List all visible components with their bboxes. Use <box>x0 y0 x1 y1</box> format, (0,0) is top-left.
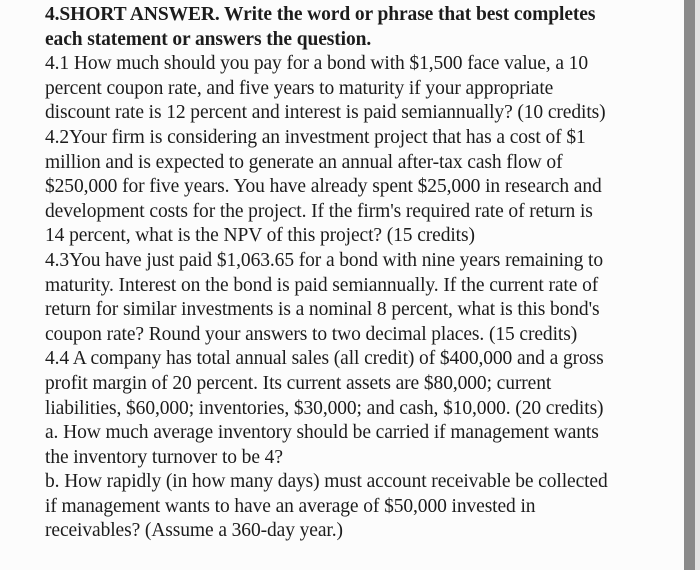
question-4-4-line: profit margin of 20 percent. Its current assets are $80,000; current <box>45 372 552 394</box>
question-4-4a-line: the inventory turnover to be 4? <box>45 446 283 468</box>
question-4-2-line: development costs for the project. If the firm's required rate of return is <box>45 200 593 222</box>
question-4-3-line: coupon rate? Round your answers to two decimal places. (15 credits) <box>45 323 578 345</box>
question-4-2-line: 4.2Your firm is considering an investment project that has a cost of $1 <box>45 126 586 148</box>
question-4-2-line: $250,000 for five years. You have already spent $25,000 in research and <box>45 176 602 198</box>
question-4-4b-line: if management wants to have an average of $50,000 invested in <box>45 495 536 517</box>
question-4-2-line: million and is expected to generate an annual after-tax cash flow of <box>45 151 563 173</box>
question-4-4-line: 4.4 A company has total annual sales (all credit) of $400,000 and a gross <box>45 348 604 370</box>
page-edge-strip <box>684 0 695 570</box>
question-4-4a-line: a. How much average inventory should be carried if management wants <box>45 422 599 444</box>
heading-line: 4.SHORT ANSWER. Write the word or phrase that best completes <box>45 4 596 25</box>
question-4-1-line: percent coupon rate, and five years to maturity if your appropriate <box>45 77 554 99</box>
question-4-3-line: return for similar investments is a nominal 8 percent, what is this bond's <box>45 299 600 321</box>
page-edge-strip-light <box>695 0 700 570</box>
question-4-3-line: maturity. Interest on the bond is paid semiannually. If the current rate of <box>45 274 599 296</box>
question-4-2-line: 14 percent, what is the NPV of this project? (15 credits) <box>45 225 475 247</box>
question-4-4-line: liabilities, $60,000; inventories, $30,000; and cash, $10,000. (20 credits) <box>45 397 604 419</box>
question-4-1-line: discount rate is 12 percent and interest is paid semiannually? (10 credits) <box>45 102 606 124</box>
question-4-4b-line: b. How rapidly (in how many days) must account receivable be collected <box>45 471 608 493</box>
heading-line: each statement or answers the question. <box>45 28 372 50</box>
question-text-block <box>45 3 608 544</box>
question-4-1-line: 4.1 How much should you pay for a bond with $1,500 face value, a 10 <box>45 53 588 75</box>
question-4-3-line: 4.3You have just paid $1,063.65 for a bond with nine years remaining to <box>45 249 603 271</box>
question-4-4b-line: receivables? (Assume a 360-day year.) <box>45 520 343 542</box>
